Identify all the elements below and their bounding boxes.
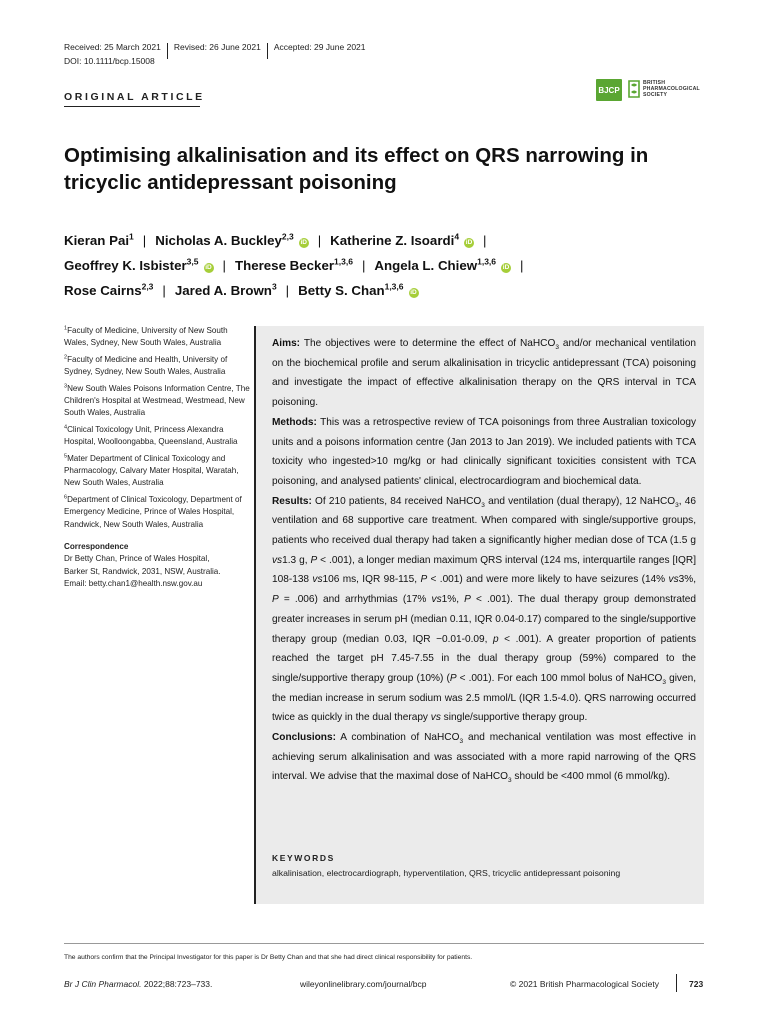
author-affiliation-sup: 1,3,6 (477, 256, 497, 267)
article-title: Optimising alkalinisation and its effect on QRS narrowing in tricyclic antidepressant poisoning (64, 144, 649, 194)
author-divider: | (222, 258, 226, 273)
results-label: Results: (272, 495, 312, 507)
journal-name: Br J Clin Pharmacol. (64, 979, 142, 989)
author-affiliation-sup: 3 (271, 281, 277, 292)
abstract-conclusions: Conclusions: A combination of NaHCO$_3$ and mechanical ventilation was most effective in achieving serum alkalinisation and was associated with a more rapid narrowing of the QRS interval. We advise that the maximal dose of NaHCO$_3$ should be <400 mmol (6 mmol/kg). (272, 732, 696, 785)
orcid-icon[interactable]: iD (300, 239, 307, 246)
correspondence-line: Barker St, Randwick, 2031, NSW, Australia. (64, 566, 221, 576)
author-divider: | (162, 283, 166, 298)
orcid-icon[interactable]: iD (410, 289, 417, 296)
affiliation-item (64, 354, 252, 379)
copyright: © 2021 British Pharmacological Society (510, 979, 659, 989)
author-name[interactable]: Katherine Z. Isoardi (330, 233, 455, 248)
abstract-methods (272, 413, 696, 492)
author-line-3 (64, 278, 724, 303)
divider (167, 43, 168, 59)
affiliation-text: Department of Clinical Toxicology, Department of Emergency Medicine, Prince of Wales Hospital, Randwick, New South Wales, Australia (64, 495, 242, 529)
affiliation-sup: 6 (64, 494, 68, 501)
author-affiliation-sup: 1,3,6 (334, 256, 353, 267)
accepted-date: Accepted: 29 June 2021 (273, 42, 366, 52)
author-name[interactable]: Geoffrey K. Isbister (64, 258, 187, 273)
affiliation-text: Mater Department of Clinical Toxicology and Pharmacology, Calvary Mater Hospital, Waratah, New South Wales, Australia (64, 453, 239, 488)
article-type-underline (64, 106, 200, 107)
bps-line-2: PHARMACOLOGICAL (643, 86, 700, 92)
author-line-1 (64, 228, 724, 253)
affiliation-sup: 5 (64, 453, 68, 460)
author-name[interactable]: Angela L. Chiew (374, 258, 478, 273)
bjcp-logo: BJCP (596, 79, 622, 101)
orcid-icon[interactable]: iD (205, 264, 212, 271)
footnote: The authors confirm that the Principal Investigator for this paper is Dr Betty Chan and that she had direct clinical responsibility for patients. (64, 954, 473, 961)
abstract-results: Results: Of 210 patients, 84 received NaHCO$_3$ and ventilation (dual therapy), 12 NaHCO$_3$, 46 ventilation and 68 supportive care treatment. When compared with single/supportive groups, patients who received dual therapy had taken a significantly higher median dose of TCA (1.5 g vs1.3 g, P < .001), a longer median maximum QRS interval (124 ms, interquartile ranges [IQR] 108-138 vs106 ms, IQR 98-115, P < .001) and were more likely to have seizures (14% vs3%, P = .006) and arrhythmias (17% vs1%, P < .001). The dual therapy group demonstrated greater increases in serum pH (median 0.11, IQR 0.04-0.17) compared to the single/supportive therapy group (median 0.03, IQR −0.01-0.09, p < .001). A greater proportion of patients reached the target pH 7.45-7.55 in the dual therapy group (59%) compared to the single/supportive therapy group (10%) (P < .001). For each 100 mmol bolus of NaHCO$_3$ given, the median increase in serum sodium was 2.5 mmol/L (IQR 1.5-4.0). QRS narrowing occurred twice as quickly in the dual therapy vs single/supportive therapy group. (272, 495, 697, 724)
abstract-aims: Aims: The objectives were to determine the effect of NaHCO$_3$ and/or mechanical ventilation on the biochemical profile and serum alkalinisation in tricyclic antidepressant (TCA) poisoning and investigate the impact of effective alkalinisation therapy on the QRS interval in TCA poisoning. (272, 338, 696, 409)
methods-text: This was a retrospective review of TCA poisonings from three Australian toxicology units and a poisons information centre (Jan 2013 to Jan 2019). We included patients with TCA toxicity who ingested>10 mg/kg or had clinically significant toxicities consistent with TCA poisoning, and analysed patients' clinical, electrocardiogram and biochemical data. (272, 416, 697, 487)
author-name[interactable]: Rose Cairns (64, 283, 142, 298)
methods-label: Methods: (272, 416, 317, 428)
abstract-text (272, 334, 696, 787)
correspondence-heading: Correspondence (64, 541, 129, 551)
author-divider: | (361, 258, 366, 273)
author-name[interactable]: Therese Becker (234, 258, 335, 273)
affiliation-sup: 3 (64, 383, 68, 390)
keywords-text: alkalinisation, electrocardiograph, hyperventilation, QRS, tricyclic antidepressant poisoning (272, 868, 621, 878)
revised-date: Revised: 26 June 2021 (173, 42, 261, 52)
author-affiliation-sup: 4 (454, 231, 460, 242)
affiliation-sup: 4 (64, 424, 68, 431)
affiliation-text: New South Wales Poisons Information Centre, The Children's Hospital at Westmead, Westmead, New South Wales, Australia (64, 383, 250, 418)
author-divider: | (285, 283, 290, 298)
affiliation-text: Clinical Toxicology Unit, Princess Alexandra Hospital, Woolloongabba, Queensland, Australia (64, 424, 238, 447)
affiliation-item (64, 494, 252, 531)
author-divider: | (142, 233, 147, 248)
page-number: 723 (689, 979, 704, 989)
publication-dates (64, 39, 366, 55)
author-divider: | (520, 258, 524, 273)
keywords-heading: KEYWORDS (272, 853, 335, 863)
aims-label: Aims: (272, 338, 301, 349)
correspondence-email[interactable]: Email: betty.chan1@health.nsw.gov.au (64, 578, 203, 588)
bps-line-3: SOCIETY (643, 92, 668, 98)
bps-logo-icon (627, 79, 641, 99)
affiliation-sup: 1 (64, 325, 68, 332)
author-affiliation-sup: 2,3 (141, 281, 154, 292)
affiliation-item (64, 325, 252, 350)
author-line-2 (64, 253, 724, 278)
author-affiliation-sup: 2,3 (281, 231, 294, 242)
affiliation-sup: 2 (64, 354, 68, 361)
page-divider (676, 974, 677, 992)
journal-reference: 2022;88:723–733. (141, 979, 213, 989)
author-divider: | (483, 233, 487, 248)
article-type: ORIGINAL ARTICLE (64, 91, 205, 103)
affiliation-text: Faculty of Medicine and Health, University of Sydney, Sydney, New South Wales, Australia (64, 354, 228, 377)
correspondence-line: Dr Betty Chan, Prince of Wales Hospital, (64, 554, 210, 564)
journal-website[interactable]: wileyonlinelibrary.com/journal/bcp (300, 979, 427, 989)
orcid-icon[interactable]: iD (465, 239, 473, 246)
affiliation-item (64, 383, 252, 420)
footnote-rule (64, 943, 704, 944)
abstract-left-rule (254, 326, 256, 904)
conclusions-label: Conclusions: (272, 732, 336, 744)
divider (267, 43, 268, 59)
doi[interactable]: DOI: 10.1111/bcp.15008 (64, 56, 155, 66)
affiliation-text: Faculty of Medicine, University of New South Wales, Sydney, New South Wales, Australia (64, 326, 228, 348)
bps-line-1: BRITISH (643, 80, 666, 86)
orcid-icon[interactable]: iD (502, 264, 510, 271)
affiliation-item (64, 453, 252, 490)
author-name[interactable]: Nicholas A. Buckley (155, 233, 282, 248)
author-name[interactable]: Jared A. Brown (174, 283, 272, 298)
affiliation-item (64, 424, 252, 449)
author-name[interactable]: Kieran Pai (64, 233, 130, 248)
author-affiliation-sup: 1 (129, 231, 134, 242)
author-affiliation-sup: 3,5 (186, 256, 199, 267)
author-affiliation-sup: 1,3,6 (384, 281, 404, 292)
received-date: Received: 25 March 2021 (64, 42, 161, 52)
affiliations (64, 325, 252, 590)
author-list (64, 228, 724, 303)
journal-citation (64, 979, 212, 989)
bps-logo-text (643, 80, 700, 98)
author-divider: | (317, 233, 322, 248)
author-name[interactable]: Betty S. Chan (298, 283, 385, 298)
